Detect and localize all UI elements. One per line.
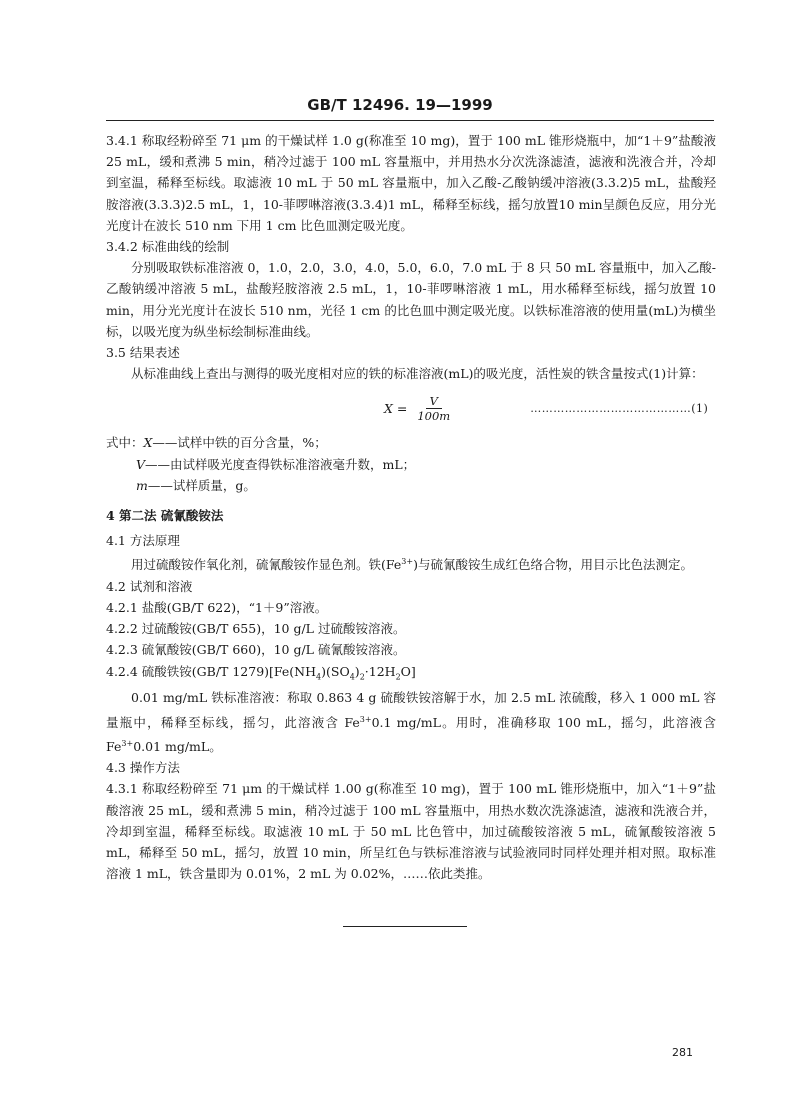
standard-header: GB/T 12496. 19—1999	[307, 96, 493, 114]
text-run: 4.2.4 硫酸铁铵(GB/T 1279)[Fe(NH	[106, 663, 317, 679]
variable-symbol: X	[143, 435, 153, 451]
text-run: )(SO	[321, 663, 350, 679]
formula-denominator: 100m	[417, 408, 451, 423]
end-divider	[343, 926, 467, 927]
variable-row	[106, 432, 716, 453]
text-run: )与硫氰酸铵生成红色络合物，用目示比色法测定。	[413, 557, 693, 573]
variable-row	[106, 475, 716, 496]
section-4-2-title: 4.2 试剂和溶液	[106, 578, 193, 594]
section-4-2-3: 4.2.3 硫氰酸铵(GB/T 660)，10 g/L 硫氰酸铵溶液。	[106, 642, 406, 658]
text-run: )	[354, 663, 360, 679]
variable-symbol: V	[136, 456, 146, 472]
section-3-5-title: 3.5 结果表述	[106, 345, 180, 361]
text-run: 用过硫酸铵作氧化剂，硫氰酸铵作显色剂。铁(Fe	[131, 557, 402, 573]
page-number: 281	[672, 1046, 693, 1059]
superscript: 3+	[401, 557, 414, 567]
section-4-1-title: 4.1 方法原理	[106, 533, 180, 549]
subscript: 4	[349, 672, 355, 682]
superscript: 3+	[121, 738, 134, 748]
formula-numerator: V	[426, 394, 442, 409]
text-run: 0.1 mg/mL。用时，准确移取 100 mL，摇匀，此溶液含 Fe	[106, 714, 716, 755]
formula-fraction	[413, 394, 454, 423]
subscript: 4	[316, 672, 322, 682]
variable-list	[106, 432, 716, 496]
formula-1	[106, 386, 716, 430]
document-body	[106, 130, 716, 884]
variable-description: ——试样质量，g。	[147, 477, 256, 493]
section-4-3-title: 4.3 操作方法	[106, 760, 180, 776]
formula-expression	[384, 394, 454, 423]
section-3-4-2-title: 3.4.2 标准曲线的绘制	[106, 239, 230, 255]
text-run: 0.01 mg/mL。	[133, 739, 222, 755]
variable-symbol: m	[136, 477, 148, 493]
formula-lhs: X =	[384, 400, 408, 416]
section-4-2-4	[106, 661, 716, 688]
section-3-5-text: 从标准曲线上查出与测得的吸光度相对应的铁的标准溶液(mL)的吸光度，活性炭的铁含量按式(1)计算：	[131, 366, 704, 382]
text-run: ·12H	[364, 663, 396, 679]
section-4-1-text	[106, 551, 716, 575]
superscript: 3+	[359, 714, 372, 724]
variable-prefix: 式中：	[106, 435, 144, 451]
section-4-title: 4 第二法 硫氰酸铵法	[106, 508, 224, 524]
section-3-4-1: 3.4.1 称取经粉碎至 71 μm 的干燥试样 1.0 g(称准至 10 mg)，置于 100 mL 锥形烧瓶中，加“1＋9”盐酸液 25 mL，缓和煮沸 5 min，稍冷过滤于 100 mL 容量瓶中，并用热水分次洗涤滤渣，滤液和洗液合并，冷却到室温，稀释至标线。取滤液 10 mL 于 50 mL 容量瓶中，加入乙酸-乙酸钠缓冲溶液(3.3.2)5 mL，盐酸羟胺溶液(3.3.3)2.5 mL，1，10-菲啰啉溶液(3.3.4)1 mL，稀释至标线，摇匀放置10 min呈颜色反应，用分光光度计在波长 510 nm 下用 1 cm 比色皿测定吸光度。	[106, 133, 716, 233]
text-run: O]	[400, 663, 416, 679]
formula-number: ……………………………………(1)	[530, 401, 709, 415]
section-4-3-1: 4.3.1 称取经粉碎至 71 μm 的干燥试样 1.00 g(称准至 10 mg)，置于 100 mL 锥形烧瓶中，加入“1＋9”盐酸溶液 25 mL，缓和煮沸 5 min，稍冷过滤于 100 mL 容量瓶中，用热水数次洗涤滤渣，滤液和洗液合并，冷却到室温，稀释至标线。取滤液 10 mL 于 50 mL 比色管中，加过硫酸铵溶液 5 mL，硫氰酸铵溶液 5 mL，稀释至 50 mL，摇匀，放置 10 min，所呈红色与铁标准溶液与试验液同时同样处理并相对照。取标准溶液 1 mL，铁含量即为 0.01%，2 mL 为 0.02%，……依此类推。	[106, 781, 716, 882]
section-4-2-2: 4.2.2 过硫酸铵(GB/T 655)，10 g/L 过硫酸铵溶液。	[106, 621, 406, 637]
variable-description: ——由试样吸光度查得铁标准溶液毫升数，mL；	[145, 456, 416, 472]
subscript: 2	[395, 672, 401, 682]
subscript: 2	[359, 672, 365, 682]
variable-description: ——试样中铁的百分含量，%；	[152, 435, 327, 451]
section-4-2-4-text	[106, 687, 716, 757]
section-3-4-2-text: 分别吸取铁标准溶液 0，1.0，2.0，3.0，4.0，5.0，6.0，7.0 mL 于 8 只 50 mL 容量瓶中，加入乙酸-乙酸钠缓冲溶液 5 mL，盐酸羟胺溶液 2.5 mL，1，10-菲啰啉溶液 1 mL，用水稀释至标线，摇匀放置 10 min，用分光光度计在波长 510 nm，光径 1 cm 的比色皿中测定吸光度。以铁标准溶液的使用量(mL)为横坐标，以吸光度为纵坐标绘制标准曲线。	[106, 260, 716, 339]
variable-row	[106, 454, 716, 475]
text-run: 0.01 mg/mL 铁标准溶液：称取 0.863 4 g 硫酸铁铵溶解于水，加 2.5 mL 浓硫酸，移入 1 000 mL 容量瓶中，稀释至标线，摇匀，此溶液含 Fe	[106, 690, 716, 730]
section-4-2-1: 4.2.1 盐酸(GB/T 622)，“1＋9”溶液。	[106, 600, 328, 616]
header-divider	[106, 120, 714, 121]
